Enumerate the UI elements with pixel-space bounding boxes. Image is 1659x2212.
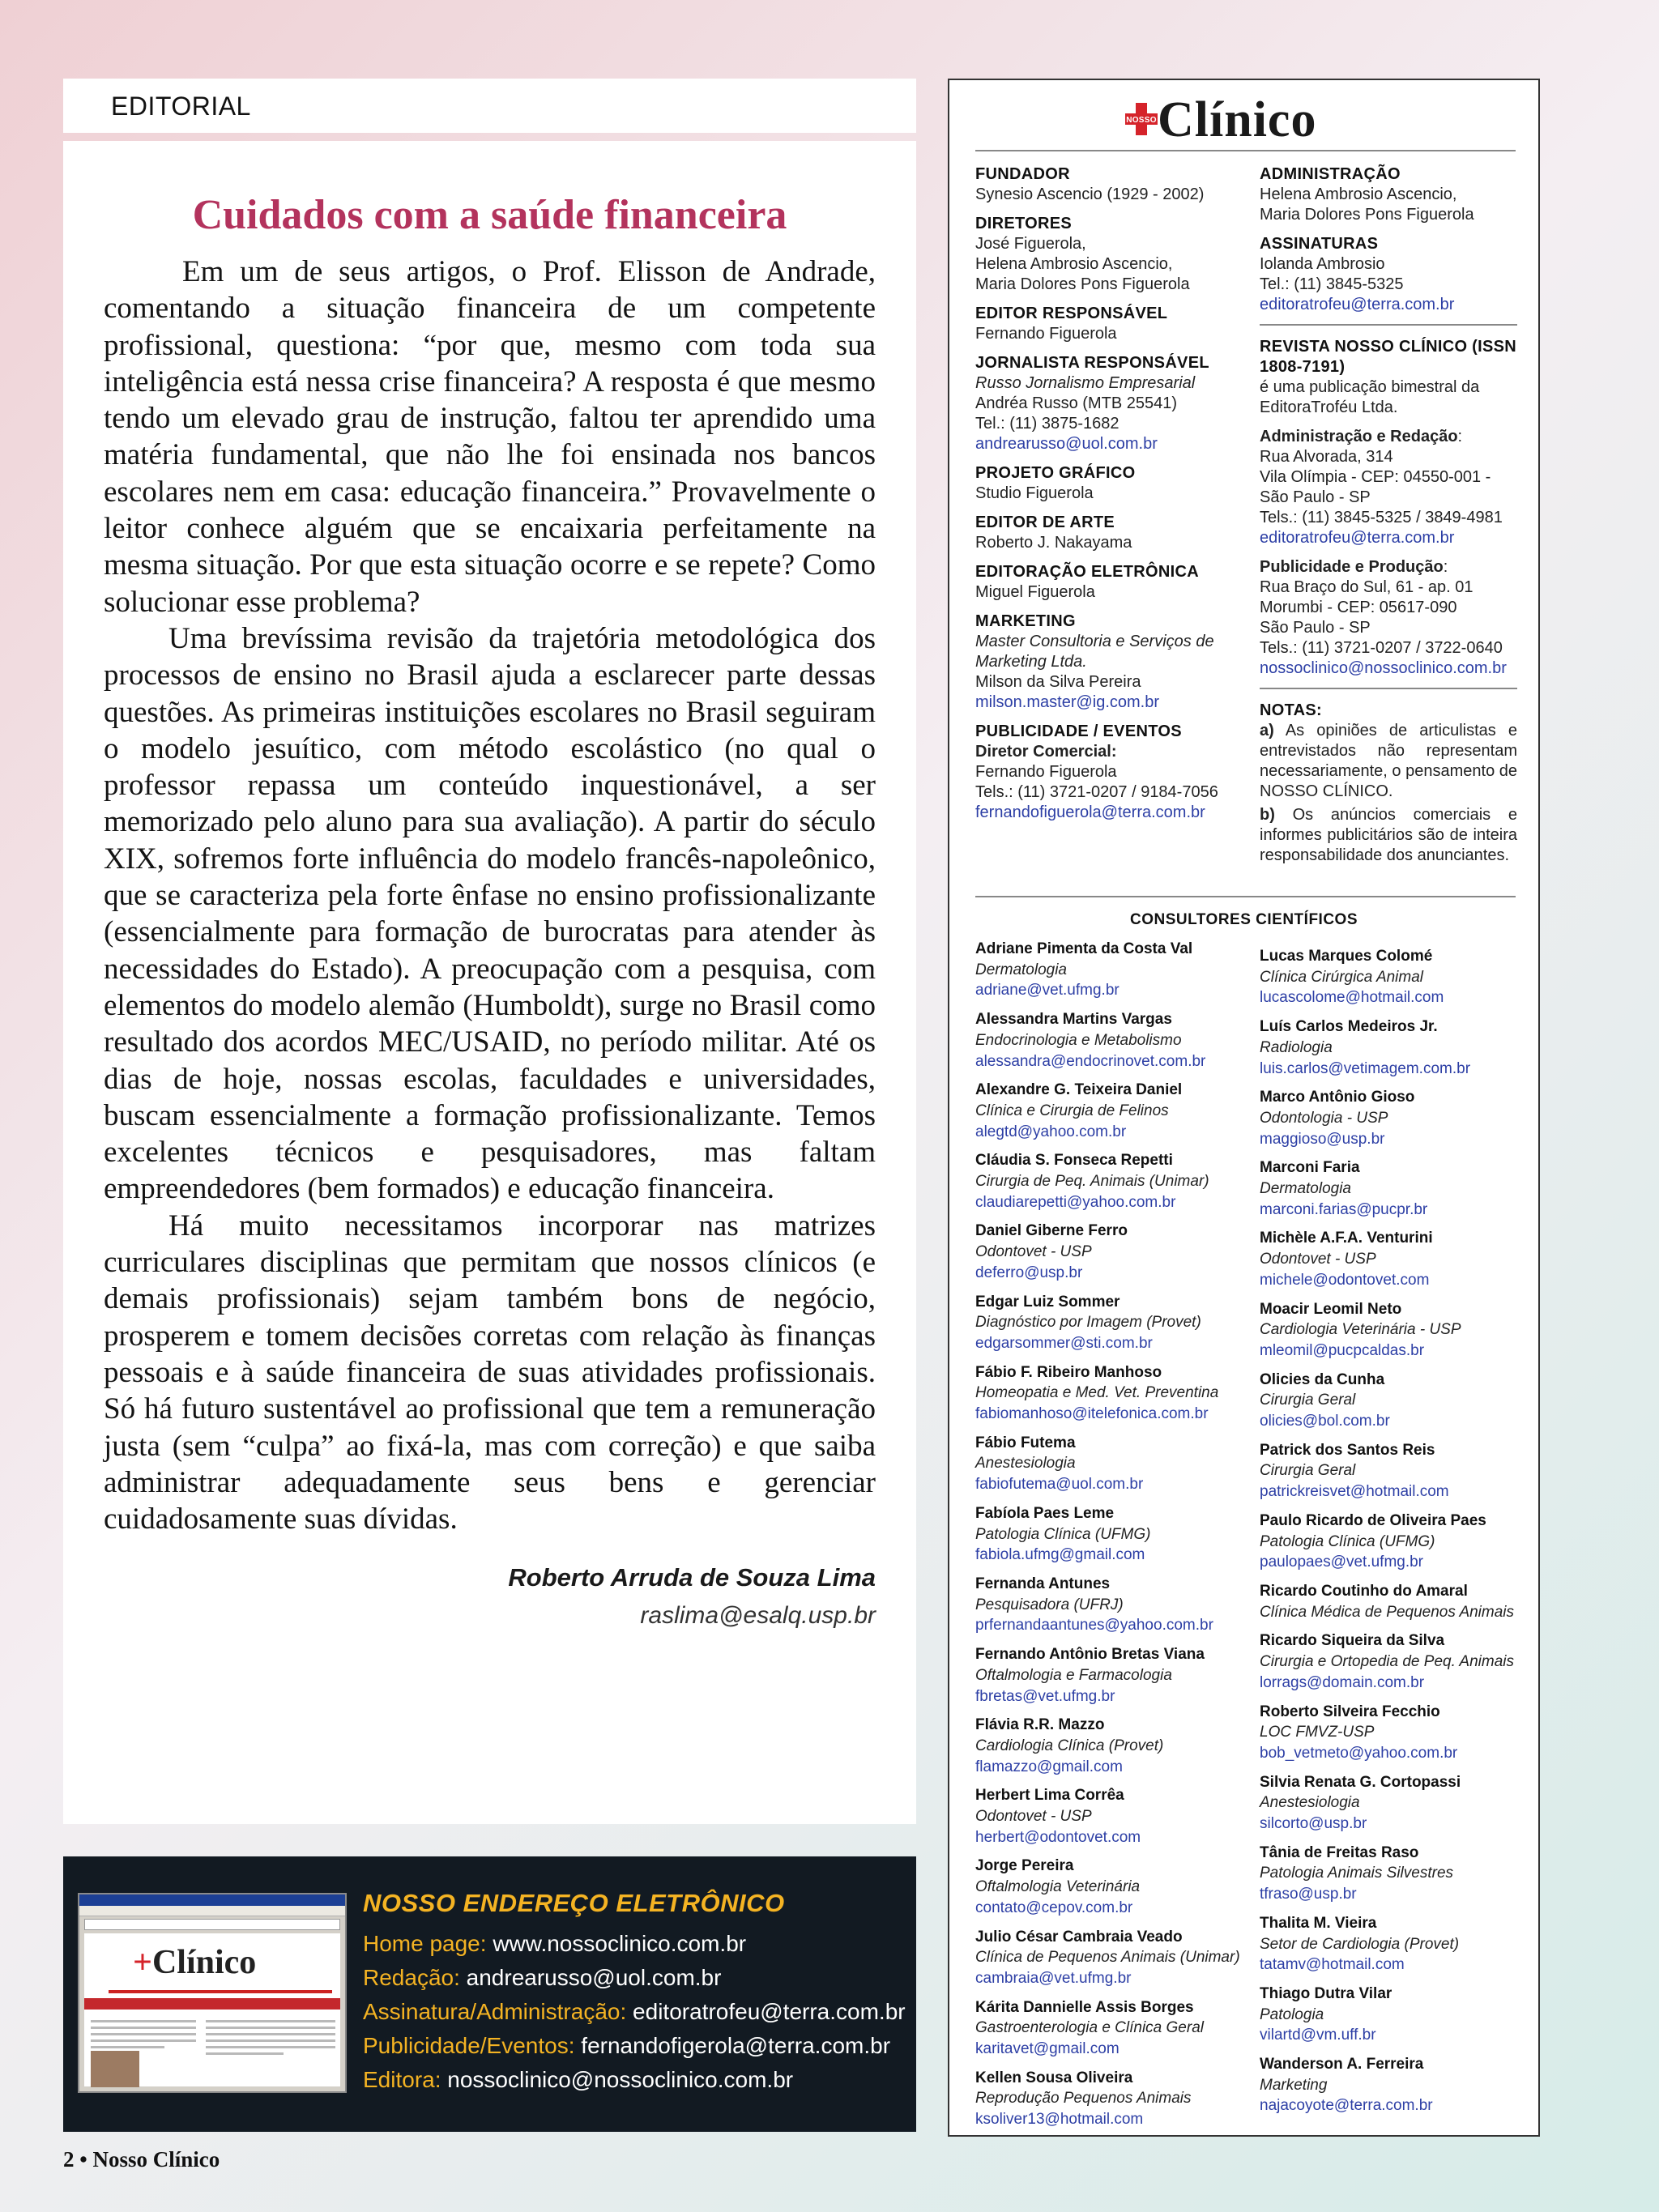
consultant-name: Kellen Sousa Oliveira	[975, 2069, 1133, 2086]
label: PUBLICIDADE / EVENTOS	[975, 722, 1182, 740]
consultant-specialty: LOC FMVZ-USP	[1260, 1724, 1375, 1741]
label: FUNDADOR	[975, 165, 1070, 183]
consultant-name: Kárita Dannielle Assis Borges	[975, 1998, 1194, 2016]
consultant-entry	[975, 1856, 1251, 1918]
editorial-article	[63, 141, 916, 1824]
consultant-specialty: Clínica de Pequenos Animais (Unimar)	[975, 1949, 1240, 1967]
value: Tels.: (11) 3845-5325 / 3849-4981	[1260, 509, 1503, 526]
consultant-specialty: Dermatologia	[975, 961, 1067, 978]
consultant-email[interactable]: lucascolome@hotmail.com	[1260, 989, 1444, 1007]
value: Miguel Figuerola	[975, 583, 1095, 601]
masthead-staff-right: ADMINISTRAÇÃO Helena Ambrosio Ascencio, Maria Dolores Pons Figuerola ASSINATURAS Iolanda Ambrosio Tel.: (11) 3845-5325 editoratrofeu@terra.com.br REVISTA NOSSO CLÍNICO (ISSN 1808-7191) é uma publicação bimestral da EditoraTroféu Ltda. Administração e Redação: Rua Alvorada, 314 Vila Olímpia - CEP: 04550-001 - São Paulo - SP Tels.: (11) 3845-5325 / 3849-4981 editoratrofeu@terra.com.br Publicidade e Produção: Rua Braço do Sul, 61 - ap. 01 Morumbi - CEP: 05617-090 São Paulo - SP Tels.: (11) 3721-0207 / 3722-0640 nossoclinico@nossoclinico.com.br NOTAS: a) As opiniões de articulistas e entrevistados não representam necessariamente, o pensamento de NOSSO CLÍNICO. b) Os anúncios comerciais e informes publicitários são de inteira responsabilidade dos anunciantes.	[1260, 165, 1518, 864]
consultant-entry	[1260, 1581, 1517, 1622]
article-paragraph: Uma brevíssima revisão da trajetória metodológica dos processos de ensino no Brasil ajuda a esclarecer parte dessas questões. As primeiras instituições escolares no Brasil seguiram o modelo jesuítico, com método escolástico (no qual o professor repassa um conteúdo inquestionável, a ser memorizado pelo aluno para sua avaliação). A partir do século XIX, sofremos forte influência do modelo francês-napoleônico, que se caracteriza pela forte ênfase no ensino profissionalizante (essencialmente para formação de burocratas para atender às necessidades do Estado). A preocupação com a pesquisa, com elementos do modelo alemão (Humboldt), surge no Brasil como resultado dos acordos MEC/USAID, no período militar. Até os dias de hoje, nossas escolas, faculdades e universidades, buscam essencialmente a formação profissionalizante. Temos excelentes técnicos e pesquisadores, mas faltam empreendedores (bem formados) e educação financeira.	[104, 621, 876, 1206]
value: Tel.: (11) 3845-5325	[1260, 275, 1404, 293]
consultant-name: Silvia Renata G. Cortopassi	[1260, 1773, 1461, 1791]
consultant-name: Paulo Ricardo de Oliveira Paes	[1260, 1511, 1486, 1529]
consultant-email[interactable]: ksoliver13@hotmail.com	[975, 2111, 1144, 2129]
consultant-specialty: Odontovet - USP	[975, 1243, 1092, 1261]
consultant-specialty: Radiologia	[1260, 1038, 1333, 1056]
value: Maria Dolores Pons Figuerola	[975, 275, 1190, 293]
consultant-specialty: Clínica Cirúrgica Animal	[1260, 968, 1424, 986]
consultant-email[interactable]: maggioso@usp.br	[1260, 1130, 1385, 1148]
label: REVISTA NOSSO CLÍNICO (ISSN 1808-7191)	[1260, 338, 1517, 376]
consultant-name: Moacir Leomil Neto	[1260, 1300, 1402, 1318]
web-line-publicidade[interactable]: Publicidade/Eventos: fernandofigerola@terra.com.br	[363, 2033, 891, 2058]
consultant-entry	[975, 1221, 1251, 1283]
consultant-name: Fernando Antônio Bretas Viana	[975, 1646, 1205, 1664]
consultant-specialty: Cirurgia Geral	[1260, 1462, 1356, 1480]
value: Rua Braço do Sul, 61 - ap. 01	[1260, 578, 1473, 596]
value: São Paulo - SP	[1260, 488, 1371, 506]
consultant-entry	[1260, 1630, 1517, 1693]
web-box-heading: NOSSO ENDEREÇO ELETRÔNICO	[363, 1889, 785, 1917]
web-line-assinatura[interactable]: Assinatura/Administração: editoratrofeu@terra.com.br	[363, 1999, 906, 2024]
consultant-email[interactable]: karitavet@gmail.com	[975, 2040, 1120, 2058]
consultant-entry	[975, 1785, 1251, 1848]
consultant-specialty: Patologia Clínica (UFMG)	[1260, 1532, 1435, 1550]
consultant-email[interactable]: tfraso@usp.br	[1260, 1886, 1357, 1903]
consultant-name: Marconi Faria	[1260, 1159, 1360, 1177]
consultant-name: Fabíola Paes Leme	[975, 1504, 1115, 1522]
value: Fernando Figuerola	[975, 763, 1117, 781]
screenshot-logo: +Clínico	[133, 1944, 257, 1981]
value: São Paulo - SP	[1260, 619, 1371, 637]
consultant-email[interactable]: contato@cepov.com.br	[975, 1899, 1133, 1916]
value: Maria Dolores Pons Figuerola	[1260, 206, 1474, 224]
consultant-email[interactable]: silcorto@usp.br	[1260, 1815, 1367, 1833]
email-link[interactable]: milson.master@ig.com.br	[975, 693, 1160, 711]
consultant-name: Alexandre G. Teixeira Daniel	[975, 1081, 1183, 1099]
section-label: EDITORIAL	[63, 79, 916, 133]
masthead	[948, 79, 1540, 2137]
consultant-entry	[975, 1574, 1251, 1636]
label: EDITOR RESPONSÁVEL	[975, 305, 1168, 322]
consultant-entry	[1260, 1913, 1517, 1975]
consultant-entry	[975, 1080, 1251, 1142]
consultant-email[interactable]: alegtd@yahoo.com.br	[975, 1123, 1127, 1140]
consultant-entry	[1260, 1299, 1517, 1362]
notes: NOTAS: a) As opiniões de articulistas e entrevistados não representam necessariamente, o pensamento de NOSSO CLÍNICO. b) Os anúncios comerciais e informes publicitários são de inteira responsabilidade dos anunciantes.	[1260, 701, 1518, 864]
consultant-entry	[975, 1009, 1251, 1072]
value: Helena Ambrosio Ascencio,	[1260, 185, 1457, 203]
consultant-entry	[975, 1433, 1251, 1495]
note-a: As opiniões de articulistas e entrevistados não representam necessariamente, o pensamento de NOSSO CLÍNICO.	[1260, 722, 1518, 800]
article-paragraph: Em um de seus artigos, o Prof. Elisson de Andrade, comentando a situação financeira de um competente profissional, questiona: “por que, mesmo com toda sua inteligência está nessa crise financeira? A resposta é que mesmo tendo um elevado grau de instrução, faltou ter aprendido uma matéria fundamental, que não lhe foi ensinada nos bancos escolares nem em casa: educação financeira.” Provavelmente o leitor conhece alguém que se encaixaria perfeitamente na mesma situação. Por que esta situação ocorre e se repete? Como solucionar esse problema?	[104, 255, 876, 619]
consultant-name: Wanderson A. Ferreira	[1260, 2056, 1424, 2073]
value: Diretor Comercial:	[975, 743, 1117, 761]
consultant-email[interactable]: patrickreisvet@hotmail.com	[1260, 1483, 1449, 1501]
label: DIRETORES	[975, 215, 1073, 232]
article-author-email[interactable]: raslima@esalq.usp.br	[640, 1602, 876, 1630]
value: Tel.: (11) 3875-1682	[975, 415, 1120, 433]
consultant-name: Thiago Dutra Vilar	[1260, 1984, 1392, 2002]
consultant-entry	[1260, 1843, 1517, 1905]
consultant-name: Cláudia S. Fonseca Repetti	[975, 1152, 1173, 1170]
consultant-email[interactable]: lorrags@domain.com.br	[1260, 1673, 1425, 1691]
value: Synesio Ascencio (1929 - 2002)	[975, 185, 1205, 203]
consultant-specialty: Pesquisadora (UFRJ)	[975, 1596, 1124, 1613]
web-line-editora[interactable]: Editora: nossoclinico@nossoclinico.com.br	[363, 2067, 794, 2092]
web-line-homepage[interactable]: Home page: www.nossoclinico.com.br	[363, 1931, 747, 1956]
consultant-email[interactable]: fabiomanhoso@itelefonica.com.br	[975, 1405, 1209, 1423]
consultant-email[interactable]: tatamv@hotmail.com	[1260, 1956, 1405, 1974]
consultant-email[interactable]: fabiofutema@uol.com.br	[975, 1476, 1144, 1494]
consultant-specialty: Clínica Médica de Pequenos Animais	[1260, 1603, 1515, 1621]
note-b: Os anúncios comerciais e informes publicitários são de inteira responsabilidade dos anunciantes.	[1260, 806, 1517, 864]
consultant-name: Lucas Marques Colomé	[1260, 948, 1433, 965]
label: PROJETO GRÁFICO	[975, 464, 1136, 482]
consultant-email[interactable]: alessandra@endocrinovet.com.br	[975, 1052, 1206, 1070]
value: Tels.: (11) 3721-0207 / 3722-0640	[1260, 639, 1503, 657]
consultant-email[interactable]: fabiola.ufmg@gmail.com	[975, 1546, 1145, 1564]
consultants-right-column	[1260, 946, 1517, 2125]
label: ADMINISTRAÇÃO	[1260, 165, 1401, 183]
value: Milson da Silva Pereira	[975, 673, 1141, 691]
consultant-name: Thalita M. Vieira	[1260, 1914, 1377, 1932]
consultant-specialty: Odontovet - USP	[975, 1808, 1092, 1826]
consultant-name: Julio César Cambraia Veado	[975, 1928, 1183, 1946]
consultant-entry	[1260, 1228, 1517, 1290]
consultant-name: Flávia R.R. Mazzo	[975, 1716, 1105, 1734]
consultant-name: Fábio Futema	[975, 1434, 1076, 1451]
consultant-email[interactable]: vilartd@vm.uff.br	[1260, 2027, 1376, 2044]
consultant-specialty: Odontologia - USP	[1260, 1109, 1388, 1127]
email-link[interactable]: andrearusso@uol.com.br	[975, 435, 1158, 453]
consultant-email[interactable]: flamazzo@gmail.com	[975, 1758, 1123, 1775]
consultant-entry	[975, 1362, 1251, 1425]
consultant-specialty: Oftalmologia Veterinária	[975, 1878, 1141, 1896]
consultant-email[interactable]: herbert@odontovet.com	[975, 1828, 1141, 1846]
consultant-name: Ricardo Coutinho do Amaral	[1260, 1582, 1468, 1600]
consultant-entry	[975, 1292, 1251, 1354]
consultant-email[interactable]: marconi.farias@pucpr.br	[1260, 1200, 1428, 1218]
consultant-name: Adriane Pimenta da Costa Val	[975, 940, 1193, 957]
consultant-specialty: Homeopatia e Med. Vet. Preventina	[975, 1384, 1219, 1402]
article-paragraph: Há muito necessitamos incorporar nas matrizes curriculares disciplinas que permitam que nossos clínicos (e demais profissionais) sejam também bons de negócio, prosperem e tomem decisões corretas com relação às finanças pessoais e à saúde financeira de suas atividades profissionais. Só há futuro sustentável ao profissional que tem a remuneração justa (sem “culpa” ao fixá-la, mas com correção) e que saiba administrar adequadamente seus bens e gerenciar cuidadosamente suas dívidas.	[104, 1208, 876, 1536]
consultant-email[interactable]: prfernandaantunes@yahoo.com.br	[975, 1617, 1213, 1634]
consultant-specialty: Cirurgia de Peq. Animais (Unimar)	[975, 1173, 1209, 1191]
label: MARKETING	[975, 612, 1076, 630]
consultant-name: Daniel Giberne Ferro	[975, 1222, 1128, 1240]
consultant-specialty: Dermatologia	[1260, 1180, 1351, 1198]
consultant-entry	[1260, 1157, 1517, 1220]
consultant-entry	[975, 1927, 1251, 1989]
consultant-email[interactable]: deferro@usp.br	[975, 1264, 1083, 1281]
value: Helena Ambrosio Ascencio,	[975, 255, 1173, 273]
value: Vila Olímpia - CEP: 04550-001 -	[1260, 468, 1491, 486]
label: EDITOR DE ARTE	[975, 514, 1115, 531]
value: Rua Alvorada, 314	[1260, 448, 1393, 466]
consultant-specialty: Patologia	[1260, 2005, 1324, 2023]
consultant-specialty: Patologia Animais Silvestres	[1260, 1865, 1454, 1882]
consultant-specialty: Oftalmologia e Farmacologia	[975, 1666, 1172, 1684]
consultant-entry	[975, 1644, 1251, 1707]
consultant-specialty: Cirurgia e Ortopedia de Peq. Animais	[1260, 1653, 1515, 1671]
consultant-specialty: Odontovet - USP	[1260, 1251, 1376, 1268]
consultant-email[interactable]: olicies@bol.com.br	[1260, 1413, 1390, 1430]
consultant-email[interactable]: edgarsommer@sti.com.br	[975, 1334, 1153, 1352]
email-link[interactable]: editoratrofeu@terra.com.br	[1260, 296, 1455, 313]
consultant-email[interactable]: najacoyote@terra.com.br	[1260, 2097, 1433, 2115]
consultant-name: Fernanda Antunes	[975, 1575, 1111, 1592]
value: Studio Figuerola	[975, 484, 1094, 502]
consultant-name: Ricardo Siqueira da Silva	[1260, 1632, 1445, 1650]
website-screenshot	[78, 1893, 347, 2093]
consultants-left-column	[975, 939, 1251, 2138]
label: Publicidade e Produção	[1260, 558, 1444, 576]
consultant-entry	[975, 1715, 1251, 1777]
consultant-entry	[975, 1503, 1251, 1566]
consultants-title: CONSULTORES CIENTÍFICOS	[1129, 911, 1358, 928]
consultant-entry	[1260, 1772, 1517, 1835]
consultant-name: Luís Carlos Medeiros Jr.	[1260, 1018, 1438, 1036]
page-folio: 2 • Nosso Clínico	[63, 2147, 220, 2172]
value: Morumbi - CEP: 05617-090	[1260, 599, 1457, 616]
article-body	[104, 254, 876, 1537]
consultant-specialty: Cardiologia Clínica (Provet)	[975, 1737, 1164, 1754]
value: é uma publicação bimestral da EditoraTroféu Ltda.	[1260, 378, 1480, 416]
consultant-email[interactable]: claudiarepetti@yahoo.com.br	[975, 1193, 1176, 1211]
consultant-name: Jorge Pereira	[975, 1857, 1074, 1875]
consultant-specialty: Cirurgia Geral	[1260, 1392, 1356, 1409]
consultant-entry	[975, 1150, 1251, 1213]
email-link[interactable]: fernandofiguerola@terra.com.br	[975, 803, 1205, 821]
consultant-name: Edgar Luiz Sommer	[975, 1293, 1120, 1311]
value: Roberto J. Nakayama	[975, 534, 1132, 552]
consultant-name: Marco Antônio Gioso	[1260, 1089, 1415, 1106]
consultant-name: Patrick dos Santos Reis	[1260, 1441, 1435, 1459]
consultant-email[interactable]: luis.carlos@vetimagem.com.br	[1260, 1059, 1471, 1077]
label: EDITORAÇÃO ELETRÔNICA	[975, 563, 1199, 581]
consultant-specialty: Patologia Clínica (UFMG)	[975, 1525, 1151, 1543]
label: JORNALISTA RESPONSÁVEL	[975, 354, 1209, 372]
label: NOTAS:	[1260, 701, 1322, 719]
consultant-name: Michèle A.F.A. Venturini	[1260, 1230, 1433, 1247]
consultant-email[interactable]: michele@odontovet.com	[1260, 1271, 1430, 1289]
value: Russo Jornalismo Empresarial	[975, 374, 1196, 392]
consultant-specialty: Clínica e Cirurgia de Felinos	[975, 1102, 1169, 1119]
consultant-specialty: Marketing	[1260, 2076, 1328, 2094]
consultant-specialty: Endocrinologia e Metabolismo	[975, 1031, 1182, 1049]
consultant-entry	[975, 1997, 1251, 2060]
consultant-name: Olicies da Cunha	[1260, 1370, 1385, 1388]
value: Tels.: (11) 3721-0207 / 9184-7056	[975, 783, 1218, 801]
consultant-entry	[1260, 1087, 1517, 1149]
consultant-entry	[975, 939, 1251, 1001]
consultant-specialty: Gastroenterologia e Clínica Geral	[975, 2019, 1204, 2037]
consultant-name: Roberto Silveira Fecchio	[1260, 1703, 1440, 1720]
consultant-specialty: Reprodução Pequenos Animais	[975, 2090, 1192, 2108]
consultant-entry	[1260, 1984, 1517, 2046]
consultant-specialty: Diagnóstico por Imagem (Provet)	[975, 1314, 1201, 1332]
consultant-email[interactable]: adriane@vet.ufmg.br	[975, 982, 1120, 999]
consultant-name: Herbert Lima Corrêa	[975, 1787, 1124, 1805]
consultant-entry	[1260, 2054, 1517, 2116]
value: José Figuerola,	[975, 235, 1086, 253]
consultant-entry	[1260, 1440, 1517, 1502]
consultant-entry	[1260, 946, 1517, 1008]
consultant-entry	[1260, 1370, 1517, 1432]
value: Andréa Russo (MTB 25541)	[975, 394, 1178, 412]
value: Iolanda Ambrosio	[1260, 255, 1385, 273]
consultant-email[interactable]: paulopaes@vet.ufmg.br	[1260, 1554, 1424, 1571]
web-line-redacao[interactable]: Redação: andrearusso@uol.com.br	[363, 1965, 722, 1990]
consultant-name: Tânia de Freitas Raso	[1260, 1843, 1419, 1861]
consultant-specialty: Cardiologia Veterinária - USP	[1260, 1321, 1461, 1339]
consultant-specialty: Setor de Cardiologia (Provet)	[1260, 1935, 1460, 1953]
consultant-name: Fábio F. Ribeiro Manhoso	[975, 1363, 1162, 1381]
consultant-email[interactable]: bob_vetmeto@yahoo.com.br	[1260, 1744, 1458, 1762]
consultant-entry	[975, 2068, 1251, 2130]
consultant-name: Alessandra Martins Vargas	[975, 1011, 1172, 1029]
consultant-entry	[1260, 1702, 1517, 1764]
value: Fernando Figuerola	[975, 325, 1117, 343]
web-contact-list	[363, 1927, 906, 2097]
label: ASSINATURAS	[1260, 235, 1379, 253]
web-address-box	[63, 1856, 916, 2132]
magazine-logo: NOSSO Clínico	[1126, 92, 1317, 147]
email-link[interactable]: nossoclinico@nossoclinico.com.br	[1260, 659, 1507, 677]
value: Master Consultoria e Serviços de Marketing Ltda.	[975, 633, 1214, 671]
label: Administração e Redação	[1260, 428, 1458, 445]
consultant-entry	[1260, 1511, 1517, 1573]
consultant-email[interactable]: cambraia@vet.ufmg.br	[975, 1969, 1132, 1987]
email-link[interactable]: editoratrofeu@terra.com.br	[1260, 529, 1455, 547]
consultant-email[interactable]: fbretas@vet.ufmg.br	[975, 1687, 1115, 1705]
article-title: Cuidados com a saúde financeira	[192, 192, 787, 238]
consultant-specialty: Anestesiologia	[1260, 1794, 1360, 1812]
masthead-staff-left	[975, 164, 1243, 832]
consultant-entry	[1260, 1016, 1517, 1079]
article-author: Roberto Arruda de Souza Lima	[508, 1563, 876, 1592]
consultant-specialty: Anestesiologia	[975, 1455, 1076, 1473]
consultant-email[interactable]: mleomil@pucpcaldas.br	[1260, 1341, 1425, 1359]
